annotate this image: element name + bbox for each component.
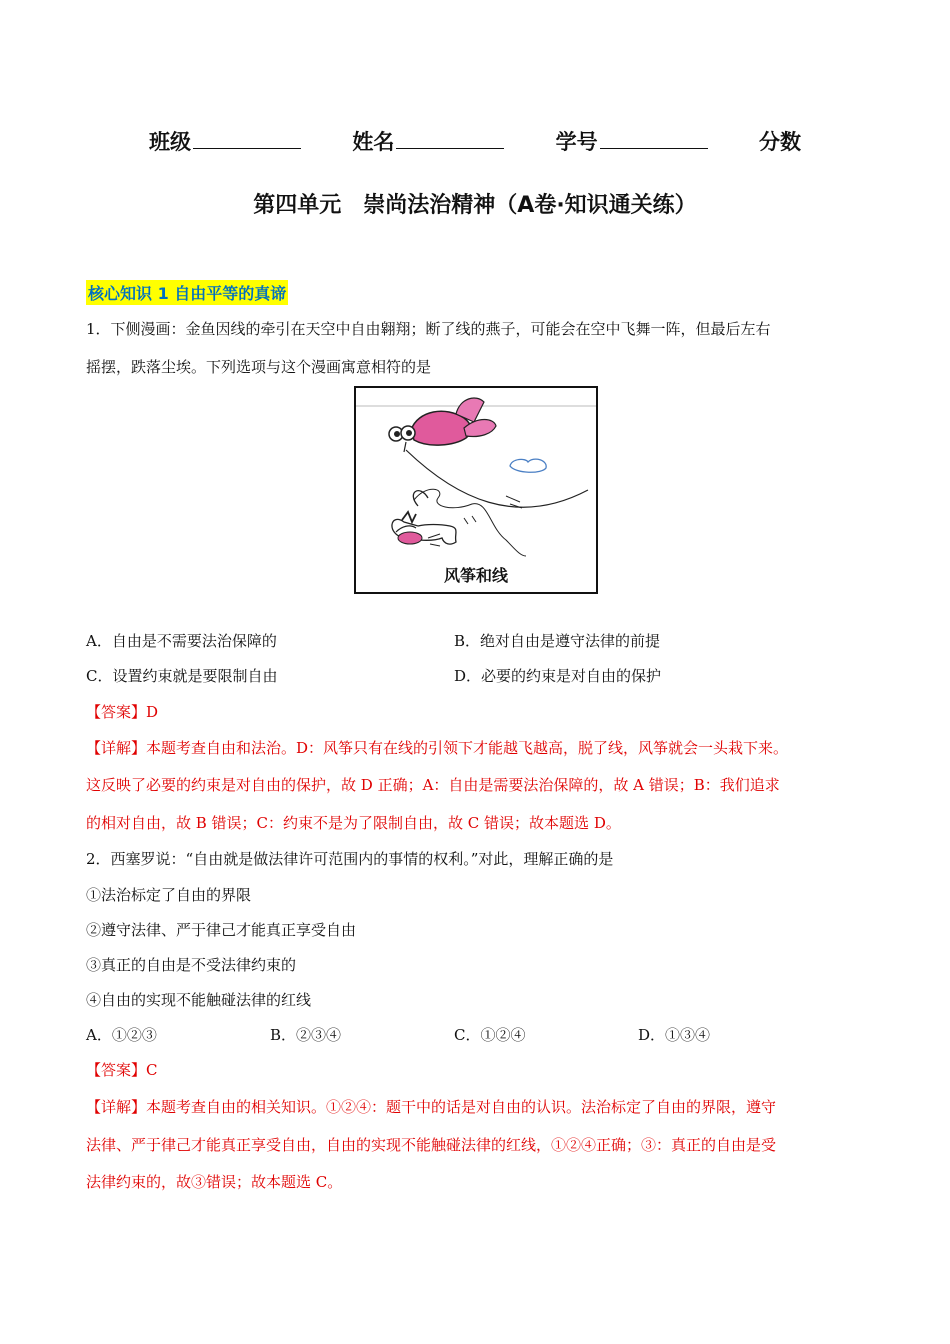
student-id-blank[interactable] [600,130,708,149]
q1-option-b[interactable]: B．绝对自由是遵守法律的前提 [454,632,661,650]
q1-stem-line1: 1．下侧漫画：金鱼因线的牵引在天空中自由翱翔；断了线的燕子，可能会在空中飞舞一阵，但最后左右 [86,320,771,338]
q2-detail-line3: 法律约束的，故③错误；故本题选 C。 [86,1173,343,1191]
q1-detail-line1: 【详解】本题考查自由和法治。D：风筝只有在线的引领下才能越飞越高，脱了线，风筝就会一头栽下来。 [86,739,789,757]
q1-option-a[interactable]: A．自由是不需要法治保障的 [86,632,277,650]
q2-detail-line2: 法律、严于律己才能真正享受自由，自由的实现不能触碰法律的红线，①②④正确；③：真正的自由是受 [86,1136,777,1154]
q1-detail-line3: 的相对自由，故 B 错误；C：约束不是为了限制自由，故 C 错误；故本题选 D。 [86,814,621,832]
q1-option-c[interactable]: C．设置约束就是要限制自由 [86,667,278,685]
q1-answer: 【答案】D [86,703,159,721]
q2-option-c[interactable]: C．①②④ [454,1026,526,1044]
kite-cartoon-illustration [356,388,596,592]
name-field: 姓名 [352,126,504,156]
section-heading: 核心知识 1 自由平等的真谛 [86,280,288,305]
class-blank[interactable] [193,130,301,149]
student-id-field: 学号 [556,126,708,156]
q2-stem: 2．西塞罗说：“自由就是做法律许可范围内的事情的权利。”对此，理解正确的是 [86,850,614,868]
q2-option-d[interactable]: D．①③④ [638,1026,711,1044]
q2-option-b[interactable]: B．②③④ [270,1026,342,1044]
kite-string-icon [406,450,588,507]
figure-caption: 风筝和线 [443,566,508,585]
q2-item-4: ④自由的实现不能触碰法律的红线 [86,991,312,1009]
q2-option-a[interactable]: A．①②③ [86,1026,157,1044]
name-blank[interactable] [396,130,504,149]
q2-detail-line1: 【详解】本题考查自由的相关知识。①②④：题干中的话是对自由的认识。法治标定了自由的界限，遵守 [86,1098,777,1116]
q1-option-d[interactable]: D．必要的约束是对自由的保护 [454,667,662,685]
page-title: 第四单元 崇尚法治精神（A卷·知识通关练） [253,193,697,218]
cloud-icon [510,459,546,472]
q2-item-3: ③真正的自由是不受法律约束的 [86,956,297,974]
q2-item-2: ②遵守法律、严于律己才能真正享受自由 [86,921,357,939]
q2-item-1: ①法治标定了自由的界限 [86,886,252,904]
kite-cartoon-figure [354,386,598,594]
score-field: 分数 [758,130,801,154]
class-field: 班级 [149,126,301,156]
q2-answer: 【答案】C [86,1061,158,1079]
student-info-header [0,126,950,156]
q1-detail-line2: 这反映了必要的约束是对自由的保护，故 D 正确；A：自由是需要法治保障的，故 A 错误；B：我们追求 [86,776,780,794]
broken-string-icon [414,489,526,556]
q1-stem-line2: 摇摆，跌落尘埃。下列选项与这个漫画寓意相符的是 [86,358,432,376]
